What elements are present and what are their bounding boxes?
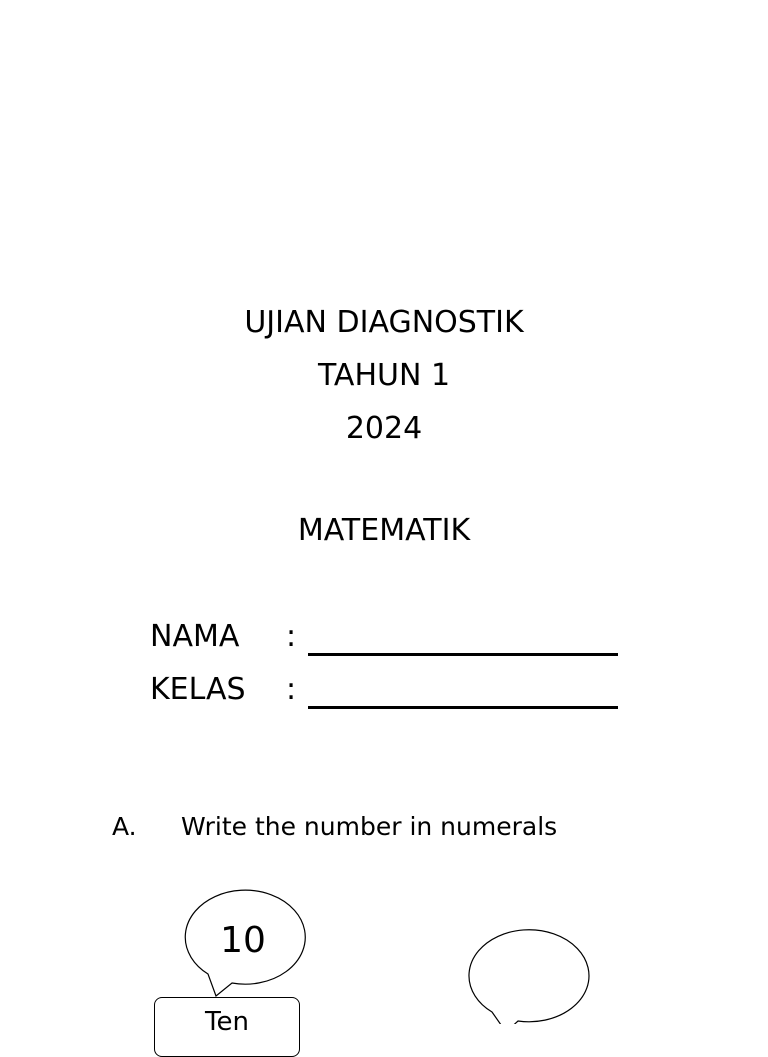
section-instruction: Write the number in numerals — [181, 812, 558, 841]
class-colon: : — [286, 672, 297, 707]
exam-year-level: TAHUN 1 — [317, 358, 451, 393]
example-word: Ten — [205, 1007, 249, 1037]
example-numeral: 10 — [220, 920, 266, 961]
name-colon: : — [286, 619, 297, 654]
section-letter: A. — [112, 812, 137, 841]
answer-speech-bubble[interactable] — [469, 930, 589, 1024]
name-label: NAMA — [150, 619, 240, 654]
exam-year: 2024 — [345, 411, 423, 446]
subject-title: MATEMATIK — [297, 513, 471, 548]
exam-title: UJIAN DIAGNOSTIK — [244, 305, 524, 340]
class-label: KELAS — [150, 672, 246, 707]
example-word-box — [154, 997, 300, 1057]
